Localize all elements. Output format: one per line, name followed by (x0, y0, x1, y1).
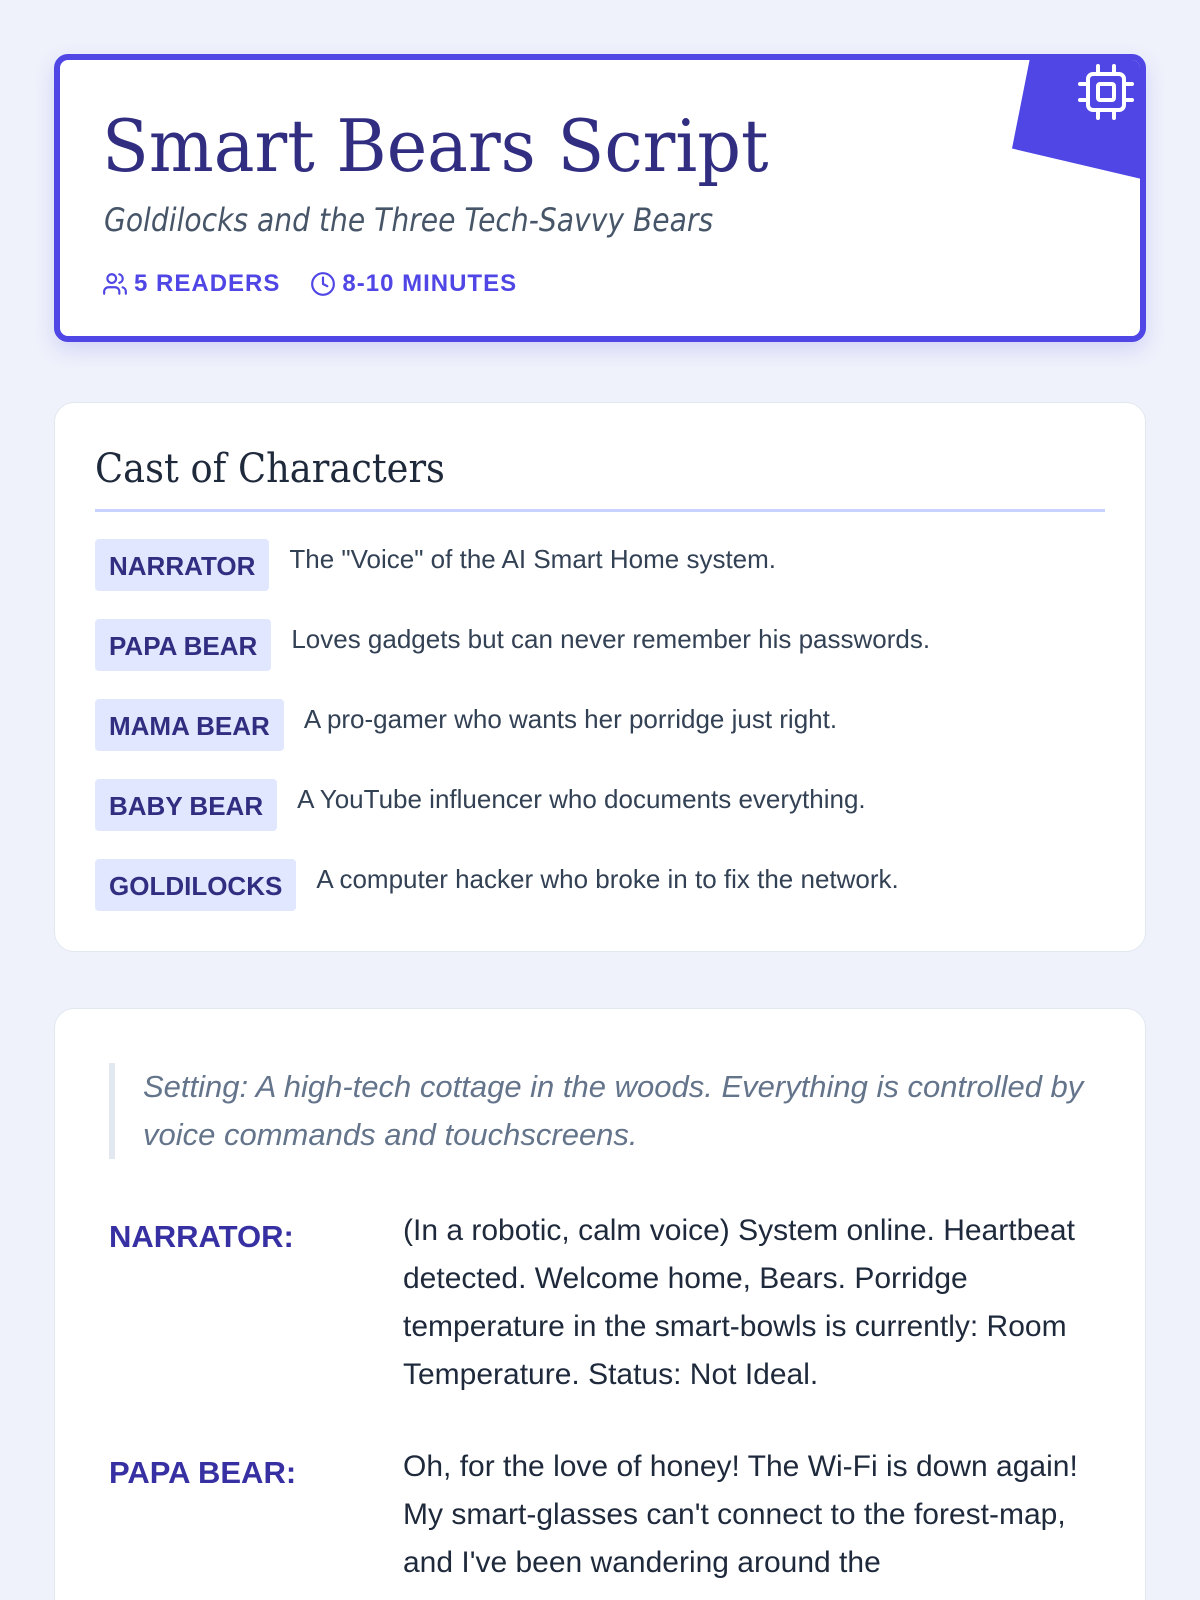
script-body-card (54, 1008, 1146, 1600)
role-description: A pro-gamer who wants her porridge just right. (303, 704, 838, 734)
setting-note: Setting: A high-tech cottage in the woods. Everything is controlled by voice commands and touchscreens. (109, 1063, 1103, 1159)
readers-count: 5 READERS (134, 270, 281, 297)
role-badge: PAPA BEAR (95, 619, 271, 671)
chip-icon (1074, 60, 1138, 124)
duration-value: 8-10 MINUTES (342, 270, 518, 297)
role-badge: NARRATOR (95, 539, 269, 591)
role-description: Loves gadgets but can never remember his passwords. (291, 624, 931, 654)
cast-member-narrator (95, 539, 1105, 619)
role-badge: BABY BEAR (95, 779, 277, 831)
speaker-name: PAPA BEAR: (109, 1455, 297, 1490)
cast-member-papa-bear (95, 619, 1105, 699)
script-line (109, 1207, 1109, 1399)
dialogue-text: (In a robotic, calm voice) System online. Heartbeat detected. Welcome home, Bears. Porridge temperature in the smart-bowls is currently: Room Temperature. Status: Not Ideal. (403, 1214, 1075, 1391)
cast-member-baby-bear (95, 779, 1105, 859)
users-icon (102, 271, 128, 297)
script-header-card (54, 54, 1146, 342)
cast-member-goldilocks (95, 859, 1105, 939)
duration-meta (310, 270, 517, 298)
cast-card (54, 402, 1146, 952)
script-line (109, 1443, 1109, 1587)
role-description: A computer hacker who broke in to fix the network. (316, 864, 899, 894)
role-badge: MAMA BEAR (95, 699, 284, 751)
cast-member-mama-bear (95, 699, 1105, 779)
role-description: A YouTube influencer who documents everything. (297, 784, 866, 814)
cast-list (95, 539, 1105, 939)
role-badge: GOLDILOCKS (95, 859, 296, 911)
dialogue-text: Oh, for the love of honey! The Wi-Fi is down again! My smart-glasses can't connect to the forest-map, and I've been wandering around the (403, 1450, 1078, 1579)
page-subtitle: Goldilocks and the Three Tech-Savvy Bears (104, 201, 714, 239)
cast-divider (95, 509, 1105, 512)
speaker-name: NARRATOR: (109, 1219, 294, 1254)
script-meta (102, 270, 547, 298)
readers-meta (102, 270, 280, 298)
cast-title: Cast of Characters (95, 446, 445, 492)
page-title: Smart Bears Script (102, 104, 769, 188)
role-description: The "Voice" of the AI Smart Home system. (289, 544, 777, 574)
clock-icon (310, 271, 336, 297)
